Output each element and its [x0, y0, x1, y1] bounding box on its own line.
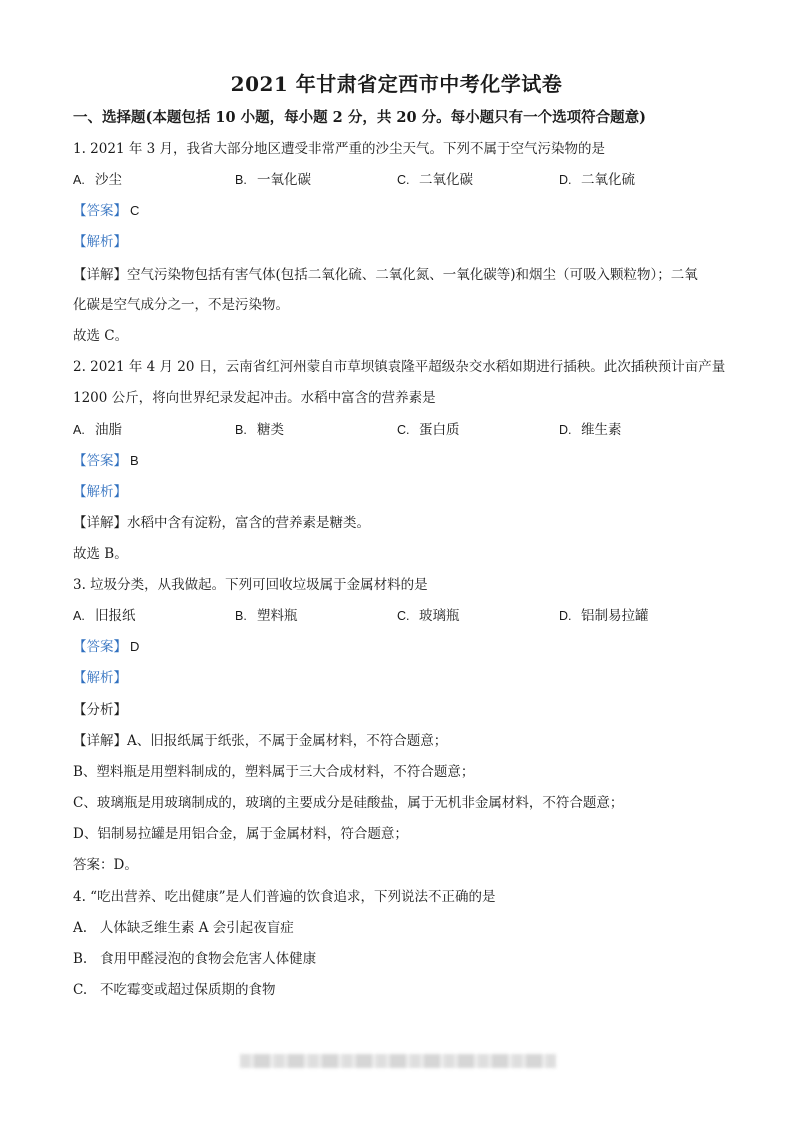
- q2-detail: 【详解】水稻中含有淀粉，富含的营养素是糖类。: [73, 515, 370, 531]
- q2-stem-line2: 1200 公斤，将向世界纪录发起冲击。水稻中富含的营养素是: [73, 390, 436, 406]
- option-key: A.: [73, 609, 85, 623]
- q1-option-a: [73, 170, 122, 190]
- section-heading: 一、选择题(本题包括 10 小题，每小题 2 分，共 20 分。每小题只有一个选项符合题意): [73, 109, 646, 126]
- q3-detail-b: B、塑料瓶是用塑料制成的，塑料属于三大合成材料，不符合题意；: [73, 764, 475, 780]
- option-text: 旧报纸: [95, 608, 136, 624]
- q1-option-d: [559, 170, 635, 190]
- q1-option-b: [235, 170, 311, 190]
- q3-fenxi-label: 【分析】: [73, 702, 127, 718]
- option-text: 沙尘: [95, 172, 122, 188]
- q2-answer: [73, 451, 139, 471]
- answer-label: 【答案】: [73, 203, 127, 219]
- q4-option-b: B. 食用甲醛浸泡的食物会危害人体健康: [73, 951, 317, 967]
- q2-options: [73, 420, 713, 440]
- option-key: B.: [235, 423, 247, 437]
- option-key: D.: [559, 609, 572, 623]
- q3-option-b: [235, 606, 298, 626]
- option-text: 蛋白质: [419, 422, 460, 438]
- option-text: 铝制易拉罐: [581, 608, 649, 624]
- q2-option-c: [397, 420, 460, 440]
- option-key: D.: [559, 173, 572, 187]
- option-key: B.: [235, 173, 247, 187]
- q2-option-b: [235, 420, 284, 440]
- q4-stem: 4. “吃出营养、吃出健康”是人们普遍的饮食追求，下列说法不正确的是: [73, 889, 496, 905]
- q3-option-c: [397, 606, 460, 626]
- option-text: 玻璃瓶: [419, 608, 460, 624]
- q2-option-a: [73, 420, 122, 440]
- answer-value: D: [130, 639, 140, 654]
- option-key: C.: [397, 609, 410, 623]
- option-text: 一氧化碳: [257, 172, 311, 188]
- q3-option-d: [559, 606, 649, 626]
- q3-detail-c: C、玻璃瓶是用玻璃制成的，玻璃的主要成分是硅酸盐，属于无机非金属材料，不符合题意；: [73, 795, 624, 811]
- q3-detail-a: 【详解】A、旧报纸属于纸张，不属于金属材料，不符合题意；: [73, 733, 448, 749]
- q3-detail-d: D、铝制易拉罐是用铝合金，属于金属材料，符合题意；: [73, 826, 408, 842]
- q3-options: [73, 606, 713, 626]
- option-key: B.: [235, 609, 247, 623]
- option-text: 二氧化碳: [419, 172, 473, 188]
- answer-label: 【答案】: [73, 453, 127, 469]
- q1-option-c: [397, 170, 473, 190]
- option-key: A.: [73, 423, 85, 437]
- q2-option-d: [559, 420, 622, 440]
- q1-answer: [73, 201, 139, 221]
- q3-answer: [73, 637, 139, 657]
- q3-option-a: [73, 606, 136, 626]
- option-text: 油脂: [95, 422, 122, 438]
- option-text: 塑料瓶: [257, 608, 298, 624]
- q2-analysis-label: 【解析】: [73, 484, 127, 500]
- option-key: D.: [559, 423, 572, 437]
- q2-stem-line1: 2. 2021 年 4 月 20 日，云南省红河州蒙自市草坝镇袁隆平超级杂交水稻如期进行插秧。此次插秧预计亩产量: [73, 359, 726, 375]
- option-text: 二氧化硫: [581, 172, 635, 188]
- option-key: A.: [73, 173, 85, 187]
- q2-conclusion: 故选 B。: [73, 546, 128, 562]
- answer-value: B: [130, 453, 139, 468]
- option-text: 维生素: [581, 422, 622, 438]
- q1-conclusion: 故选 C。: [73, 328, 129, 344]
- q3-analysis-label: 【解析】: [73, 670, 127, 686]
- page-title: 2021 年甘肃省定西市中考化学试卷: [230, 72, 563, 96]
- blurred-watermark: [240, 1054, 556, 1068]
- q1-detail-line1: 【详解】空气污染物包括有害气体(包括二氧化硫、二氧化氮、一氧化碳等)和烟尘（可吸入颗粒物）；二氧: [73, 267, 698, 283]
- q1-analysis-label: 【解析】: [73, 234, 127, 250]
- q3-conclusion: 答案：D。: [73, 857, 138, 873]
- option-key: C.: [397, 423, 410, 437]
- q4-option-c: C. 不吃霉变或超过保质期的食物: [73, 982, 276, 998]
- answer-label: 【答案】: [73, 639, 127, 655]
- q1-options: [73, 170, 713, 190]
- q1-detail-line2: 化碳是空气成分之一，不是污染物。: [73, 297, 289, 313]
- q3-stem: 3. 垃圾分类，从我做起。下列可回收垃圾属于金属材料的是: [73, 577, 428, 593]
- q1-stem: 1. 2021 年 3 月，我省大部分地区遭受非常严重的沙尘天气。下列不属于空气污染物的是: [73, 141, 605, 157]
- option-key: C.: [397, 173, 410, 187]
- answer-value: C: [130, 203, 140, 218]
- option-text: 糖类: [257, 422, 284, 438]
- q4-option-a: A. 人体缺乏维生素 A 会引起夜盲症: [73, 920, 294, 936]
